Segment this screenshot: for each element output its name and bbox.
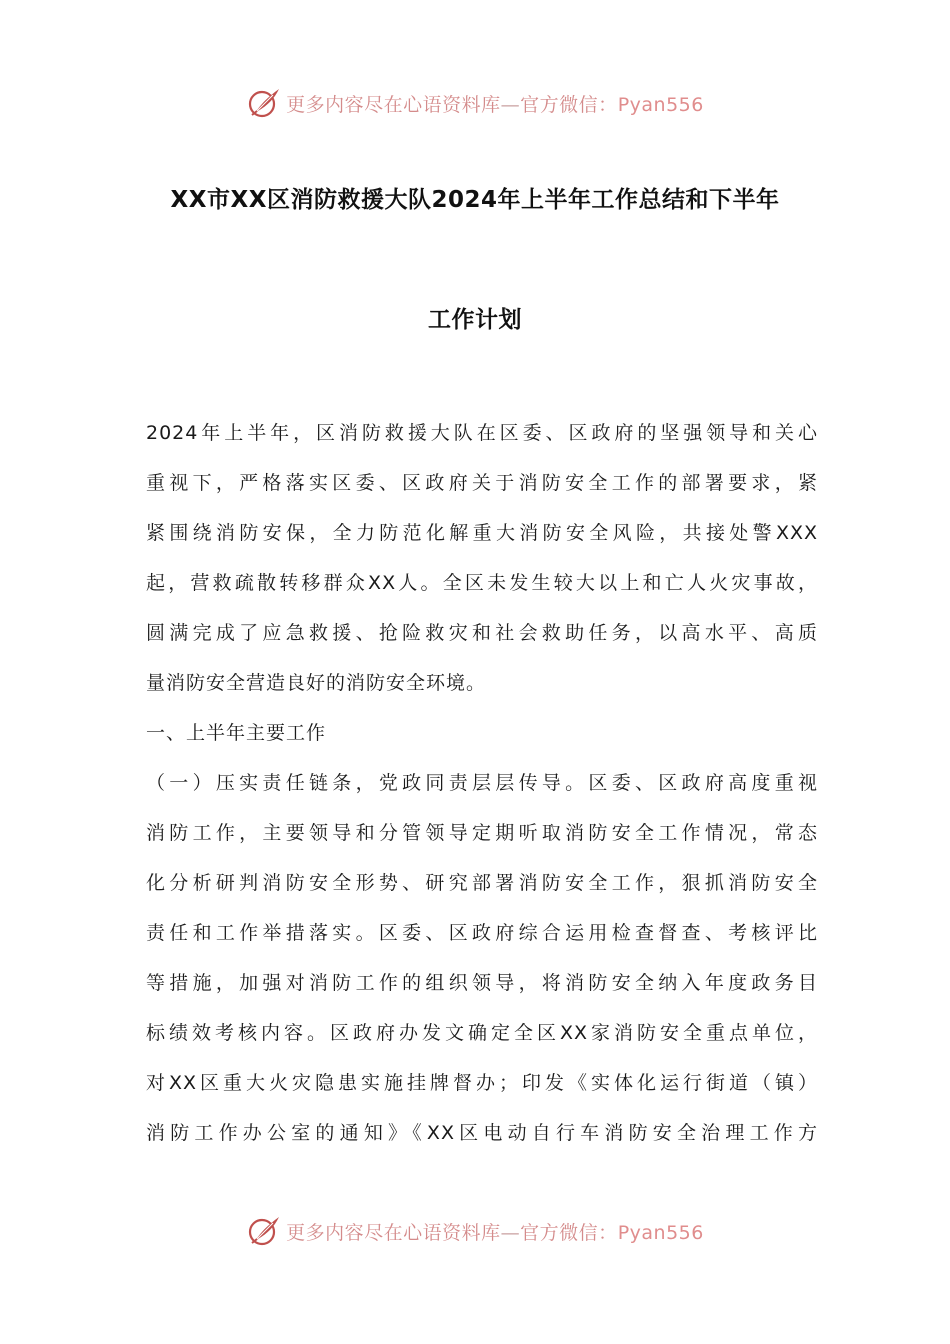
quill-logo-icon: [246, 85, 282, 121]
footer-watermark-banner: [0, 1211, 950, 1251]
paragraph-line: 重视下，严格落实区委、区政府关于消防安全工作的部署要求，紧: [146, 472, 818, 494]
paragraph-line: 标绩效考核内容。区政府办发文确定全区XX家消防安全重点单位，: [146, 1022, 818, 1044]
paragraph-line: 责任和工作举措落实。区委、区政府综合运用检查督查、考核评比: [146, 922, 818, 944]
paragraph-line: 圆满完成了应急救援、抢险救灾和社会救助任务，以高水平、高质: [146, 622, 818, 644]
paragraph-line: 2024年上半年，区消防救援大队在区委、区政府的坚强领导和关心: [146, 422, 818, 444]
section-1-paragraph: [146, 758, 818, 1158]
paragraph-line: 起，营救疏散转移群众XX人。全区未发生较大以上和亡人火灾事故，: [146, 572, 818, 594]
paragraph-line: 消防工作，主要领导和分管领导定期听取消防安全工作情况，常态: [146, 822, 818, 844]
section-heading: [146, 708, 818, 758]
document-title-line-2: 工作计划: [428, 307, 522, 333]
paragraph-line: 紧围绕消防安保，全力防范化解重大消防安全风险，共接处警XXX: [146, 522, 818, 544]
paragraph-line: 等措施，加强对消防工作的组织领导，将消防安全纳入年度政务目: [146, 972, 818, 994]
section-heading-text: 一、上半年主要工作: [146, 722, 327, 744]
paragraph-line: 消防工作办公室的通知》《XX区电动自行车消防安全治理工作方: [146, 1122, 818, 1144]
header-watermark-banner: [0, 83, 950, 123]
paragraph-line: 化分析研判消防安全形势、研究部署消防安全工作，狠抓消防安全: [146, 872, 818, 894]
quill-logo-icon: [246, 1213, 282, 1249]
paragraph-line: 量消防安全营造良好的消防安全环境。: [146, 672, 487, 694]
document-title-line-1: XX市XX区消防救援大队2024年上半年工作总结和下半年: [170, 187, 780, 213]
banner-text: 更多内容尽在心语资料库—官方微信：Pyan556: [286, 93, 704, 116]
paragraph-line: （一）压实责任链条，党政同责层层传导。区委、区政府高度重视: [146, 772, 818, 794]
intro-paragraph: [146, 408, 818, 708]
banner-text: 更多内容尽在心语资料库—官方微信：Pyan556: [286, 1221, 704, 1244]
paragraph-line: 对XX区重大火灾隐患实施挂牌督办；印发《实体化运行街道（镇）: [146, 1072, 818, 1094]
